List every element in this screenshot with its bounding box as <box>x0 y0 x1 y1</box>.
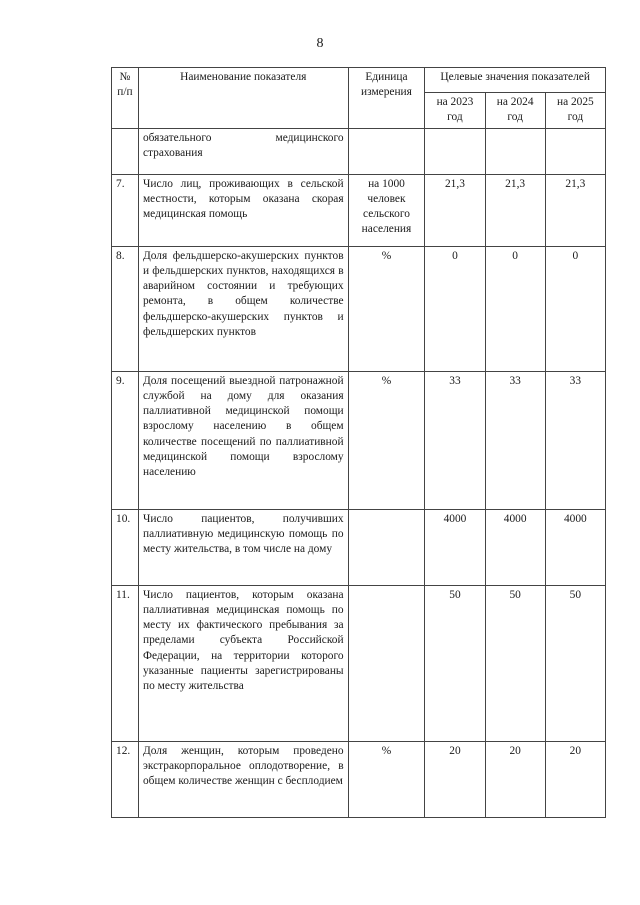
header-year-2024: на 2024 год <box>485 93 545 129</box>
row-number: 11. <box>112 585 139 741</box>
row-value-2023: 33 <box>425 371 485 509</box>
row-value-2024: 0 <box>485 246 545 371</box>
header-target-values: Целевые значения показателей <box>425 68 606 93</box>
row-name: обязательного медицинского страхования <box>138 128 348 174</box>
row-value-2025 <box>545 128 605 174</box>
row-name: Доля посещений выездной патронажной службой на дому для оказания паллиативной медицинской помощи взрослому населению в общем количестве посещений по паллиативной медицинской помощи взрослому населению <box>138 371 348 509</box>
row-value-2024: 20 <box>485 741 545 817</box>
header-unit: Единица измерения <box>348 68 425 129</box>
table-row <box>112 741 606 817</box>
row-value-2023: 50 <box>425 585 485 741</box>
header-year-2025: на 2025 год <box>545 93 605 129</box>
header-name: Наименование показателя <box>138 68 348 129</box>
row-value-2023: 0 <box>425 246 485 371</box>
table-row <box>112 174 606 246</box>
row-unit <box>348 509 425 585</box>
row-name: Доля женщин, которым проведено экстракорпоральное оплодотворение, в общем количестве женщин с бесплодием <box>138 741 348 817</box>
row-unit <box>348 128 425 174</box>
row-unit: % <box>348 371 425 509</box>
row-value-2025: 33 <box>545 371 605 509</box>
row-unit: % <box>348 741 425 817</box>
row-value-2023: 21,3 <box>425 174 485 246</box>
table-header-row <box>112 68 606 93</box>
row-value-2024: 21,3 <box>485 174 545 246</box>
row-number <box>112 128 139 174</box>
indicators-table <box>111 67 606 818</box>
table-row <box>112 585 606 741</box>
row-name: Число лиц, проживающих в сельской местности, которым оказана скорая медицинская помощь <box>138 174 348 246</box>
row-value-2023 <box>425 128 485 174</box>
row-value-2025: 21,3 <box>545 174 605 246</box>
row-value-2025: 0 <box>545 246 605 371</box>
table-row <box>112 371 606 509</box>
row-name: Доля фельдшерско-акушерских пунктов и фельдшерских пунктов, находящихся в аварийном состоянии и требующих ремонта, в общем количестве фельдшерско-акушерских пунктов и фельдшерских пунктов <box>138 246 348 371</box>
table-row <box>112 128 606 174</box>
row-name: Число пациентов, которым оказана паллиативная медицинская помощь по месту их фактического пребывания за пределами субъекта Российской Федерации, на территории которого указанные пациенты зарегистрированы по месту жительства <box>138 585 348 741</box>
header-number: № п/п <box>112 68 139 129</box>
row-value-2024: 33 <box>485 371 545 509</box>
row-number: 9. <box>112 371 139 509</box>
row-value-2023: 20 <box>425 741 485 817</box>
row-value-2025: 50 <box>545 585 605 741</box>
table-row <box>112 246 606 371</box>
header-year-2023: на 2023 год <box>425 93 485 129</box>
row-value-2025: 4000 <box>545 509 605 585</box>
page-number: 8 <box>316 36 324 51</box>
row-unit: % <box>348 246 425 371</box>
row-unit: на 1000 человек сельского населения <box>348 174 425 246</box>
row-value-2023: 4000 <box>425 509 485 585</box>
row-number: 7. <box>112 174 139 246</box>
row-value-2025: 20 <box>545 741 605 817</box>
row-number: 10. <box>112 509 139 585</box>
row-number: 12. <box>112 741 139 817</box>
row-number: 8. <box>112 246 139 371</box>
row-value-2024: 4000 <box>485 509 545 585</box>
row-name: Число пациентов, получивших паллиативную медицинскую помощь по месту жительства, в том числе на дому <box>138 509 348 585</box>
table-row <box>112 509 606 585</box>
row-value-2024 <box>485 128 545 174</box>
row-value-2024: 50 <box>485 585 545 741</box>
row-unit <box>348 585 425 741</box>
